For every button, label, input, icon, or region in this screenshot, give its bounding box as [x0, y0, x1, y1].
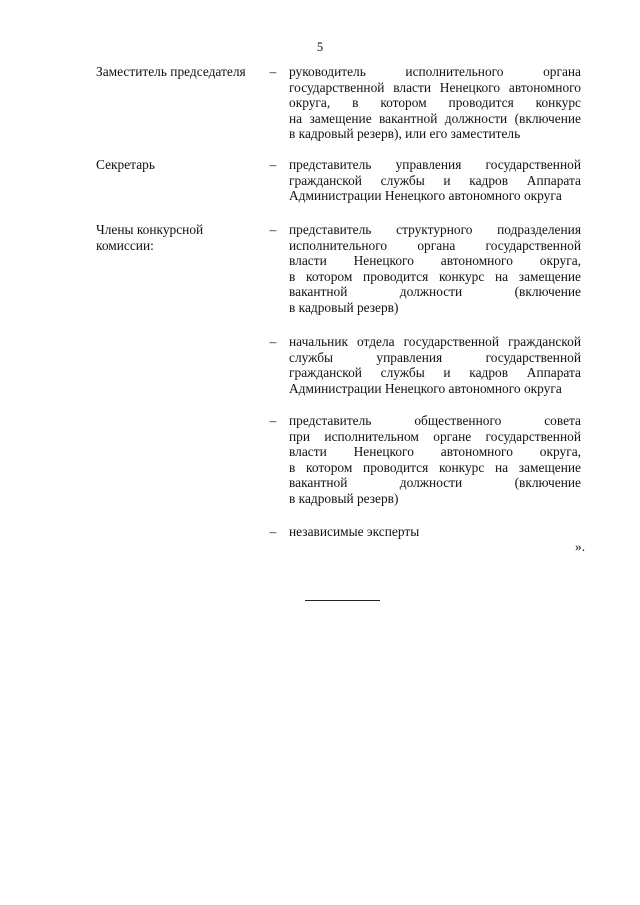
description-line: представитель управления государственной [289, 157, 581, 172]
description-line: вакантной должности (включение [289, 475, 581, 491]
description-line: независимые эксперты [289, 524, 420, 539]
description-line: власти Ненецкого автономного округа, [289, 253, 581, 269]
dash-separator: – [269, 524, 277, 539]
end-of-document-rule [305, 600, 380, 601]
role-label-line: Заместитель председателя [96, 64, 246, 79]
description-line: руководитель исполнительного органа [289, 64, 581, 79]
role-description [289, 157, 581, 204]
description-line: Администрации Ненецкого автономного округа [289, 380, 562, 396]
description-line: государственной власти Ненецкого автономного [289, 79, 581, 95]
description-line: в котором проводится конкурс на замещение [289, 459, 581, 475]
description-line: власти Ненецкого автономного округа, [289, 444, 581, 460]
closing-quote: ». [575, 539, 586, 554]
description-line: в кадровый резерв) [289, 490, 399, 506]
role-description [289, 524, 581, 540]
description-line: округа, в котором проводится конкурс [289, 95, 581, 111]
description-line: гражданской службы и кадров Аппарата [289, 365, 581, 381]
dash-separator: – [269, 413, 277, 428]
description-line: службы управления государственной [289, 349, 581, 365]
description-line: на замещение вакантной должности (включение [289, 110, 581, 126]
description-line: вакантной должности (включение [289, 284, 581, 300]
dash-separator: – [269, 64, 277, 79]
role-label [96, 222, 266, 253]
description-line: представитель структурного подразделения [289, 222, 581, 237]
role-label-line: комиссии: [96, 237, 154, 253]
description-line: при исполнительном органе государственной [289, 428, 581, 444]
description-line: в котором проводится конкурс на замещение [289, 268, 581, 284]
description-line: исполнительного органа государственной [289, 237, 581, 253]
description-line: представитель общественного совета [289, 413, 581, 428]
dash-separator: – [269, 222, 277, 237]
role-description [289, 64, 581, 142]
description-line: в кадровый резерв) [289, 299, 399, 315]
description-line: Администрации Ненецкого автономного округа [289, 188, 562, 204]
role-label [96, 64, 266, 80]
role-description [289, 413, 581, 507]
role-label [96, 157, 266, 173]
role-description [289, 222, 581, 316]
description-line: в кадровый резерв), или его заместитель [289, 126, 521, 142]
role-description [289, 334, 581, 396]
description-line: начальник отдела государственной гражданской [289, 334, 581, 349]
description-line: гражданской службы и кадров Аппарата [289, 172, 581, 188]
role-label-line: Секретарь [96, 157, 155, 172]
role-label-line: Члены конкурсной [96, 222, 204, 237]
page-number: 5 [316, 40, 324, 54]
dash-separator: – [269, 157, 277, 172]
dash-separator: – [269, 334, 277, 349]
